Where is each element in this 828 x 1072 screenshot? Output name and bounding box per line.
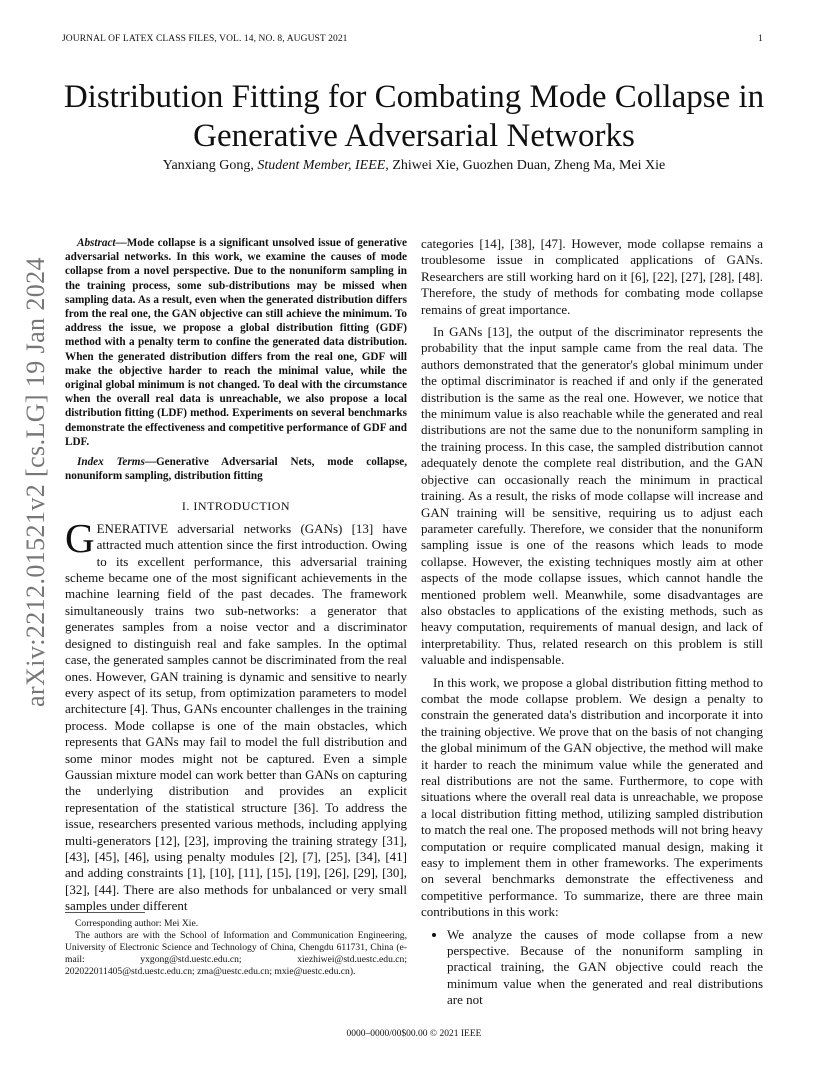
intro-paragraph-3: In this work, we propose a global distribution fitting method to combat the mode collapse problem. We design a penalty to constrain the generated data's distribution and incorporate it into the training objective. We prove that on the basis of not changing the global minimum of the GAN objective, the method will make it harder to reach the minimum value while the generated and real distributions are not the same. Furthermore, to cope with situations where the overall real data is unreachable, we propose a local distribution fitting method, utilizing sampled distribution to match the real one. The proposed methods will not bring heavy computation or require complicated manual design, making it easy to implement them in other frameworks. The experiments on several benchmarks demonstrate the effectiveness and competitive performance. To summarize, there are three main contributions in this work: bbox=[421, 674, 764, 920]
left-column bbox=[65, 236, 407, 915]
abstract bbox=[65, 236, 407, 449]
footnotes bbox=[65, 918, 407, 978]
drop-cap: G bbox=[65, 514, 95, 561]
running-head: JOURNAL OF LATEX CLASS FILES, VOL. 14, NO. 8, AUGUST 2021 bbox=[62, 34, 348, 44]
index-terms bbox=[65, 455, 407, 483]
contribution-item: • We analyze the causes of mode collapse from a new perspective. Because of the nonuniform sampling in practical training, the GAN objective could reach the minimum value when the generated and real distributions are not bbox=[447, 927, 763, 1009]
intro-p1-text: ENERATIVE adversarial networks (GANs) [13] have attracted much attention since the first introduction. Owing to its excellent performance, this adversarial training scheme became one of the most significant achievements in the machine learning field of the past decades. The framework simultaneously trains two sub-networks: a generator that generates samples from a noise vector and a discriminator designed to distinguish real and fake samples. In the optimal case, the generated samples cannot be discriminated from the real ones. However, GAN training is dynamic and sensitive to nearly every aspect of its setup, from optimization parameters to model architecture [4]. Thus, GANs encounter challenges in the training process. Mode collapse is one of the main obstacles, which represents that GANs may fail to model the full distribution and some minor modes might not be captured. Even a simple Gaussian mixture model can work better than GANs on capturing the underlying distribution and provides an explicit representation of the statistical structure [36]. To address the issue, researchers presented various methods, including applying multi-generators [12], [23], improving the training strategy [31], [43], [45], [46], using penalty modules [2], [7], [25], [34], [41] and adding constraints [1], [10], [11], [15], [19], [26], [29], [30], [32], [44]. There are also methods for unbalanced or very small samples under different bbox=[65, 520, 407, 914]
author-rest: Zhiwei Xie, Guozhen Duan, Zheng Ma, Mei Xie bbox=[392, 158, 666, 173]
index-terms-label: Index Terms bbox=[77, 456, 145, 469]
abstract-label: Abstract bbox=[77, 237, 116, 249]
footnote-rule bbox=[65, 912, 145, 913]
author-list bbox=[0, 158, 828, 174]
footnote-corresponding: Corresponding author: Mei Xie. bbox=[75, 918, 199, 929]
arxiv-sidebar bbox=[16, 257, 56, 707]
intro-paragraph-1 bbox=[65, 514, 407, 915]
section-heading-introduction: I. INTRODUCTION bbox=[181, 499, 291, 514]
author-first: Yanxiang Gong, bbox=[162, 158, 254, 173]
index-terms-text: —Generative Adversarial Nets, mode collapse, nonuniform sampling, distribution fitting bbox=[65, 456, 407, 483]
contribution-list bbox=[421, 927, 763, 1009]
author-role: Student Member, IEEE, bbox=[257, 158, 389, 173]
arxiv-identifier: arXiv:2212.01521v2 [cs.LG] 19 Jan 2024 bbox=[21, 257, 50, 707]
right-column bbox=[421, 236, 763, 1009]
paper-title: Distribution Fitting for Combating Mode Collapse in Generative Adversarial Networks bbox=[63, 79, 765, 154]
abstract-text: —Mode collapse is a significant unsolved issue of generative adversarial networks. In this work, we examine the causes of mode collapse from a novel perspective. Due to the nonuniform sampling in the training process, some sub-distributions may be missed when sampling data. As a result, even when the generated distribution differs from the real one, the GAN objective can still achieve the minimum. To address the issue, we propose a global distribution fitting (GDF) method with a penalty term to confine the generated data distribution. When the generated distribution differs from the real one, GDF will make the objective harder to reach the minimal value, while the original global minimum is not changed. To deal with the circumstance when the overall real data is unreachable, we also propose a local distribution fitting (LDF) method. Experiments on several benchmarks demonstrate the effectiveness and competitive performance of GDF and LDF. bbox=[65, 237, 407, 448]
intro-paragraph-2: In GANs [13], the output of the discriminator represents the probability that the input sample came from the real data. The authors demonstrated that the generator's global minimum under the optimal discriminator is reached if and only if the generated distribution is the same as the real one. However, we notice that the minimum value is also reachable while the generated and real distributions are not the same due to the nonuniform sampling in the training process. In this case, the sampled distribution cannot adequately denote the complete real distribution, and the GAN objective can occasionally reach the minimum in practical training. As a result, the risks of mode collapse will increase and GAN training will be sensitive, requiring us to adjust each parameter carefully. Therefore, we consider that the nonuniform sampling issue is one of the reasons which leads to mode collapse. However, the existing techniques mostly aim at other aspects of the mode collapse issues, which cannot handle the mentioned problem well. Meanwhile, some disadvantages are also obstacles to applications of the existing methods, such as heavy computation, requirements of manual design, and lack of interpretability. Thus, related research on this problem is still valuable and indispensable. bbox=[421, 324, 763, 668]
footnote-affiliation: The authors are with the School of Information and Communication Engineering, University of Electronic Science and Technology of China, Chengdu 611731, China (e-mail: yxgong@std.uestc.edu.cn; xiezhiwei@std.uestc.edu.cn; 202022011405@std.uestc.edu.cn; zma@uestc.edu.cn; mxie@uestc.edu.cn). bbox=[65, 930, 407, 977]
page-number: 1 bbox=[758, 34, 763, 44]
intro-paragraph-1-continued: categories [14], [38], [47]. However, mode collapse remains a troublesome issue in complicated applications of GANs. Researchers are still working hard on it [6], [22], [27], [28], [48]. Therefore, the study of methods for combating mode collapse remains of great importance. bbox=[421, 236, 763, 317]
copyright-footer: 0000–0000/00$00.00 © 2021 IEEE bbox=[346, 1029, 482, 1039]
